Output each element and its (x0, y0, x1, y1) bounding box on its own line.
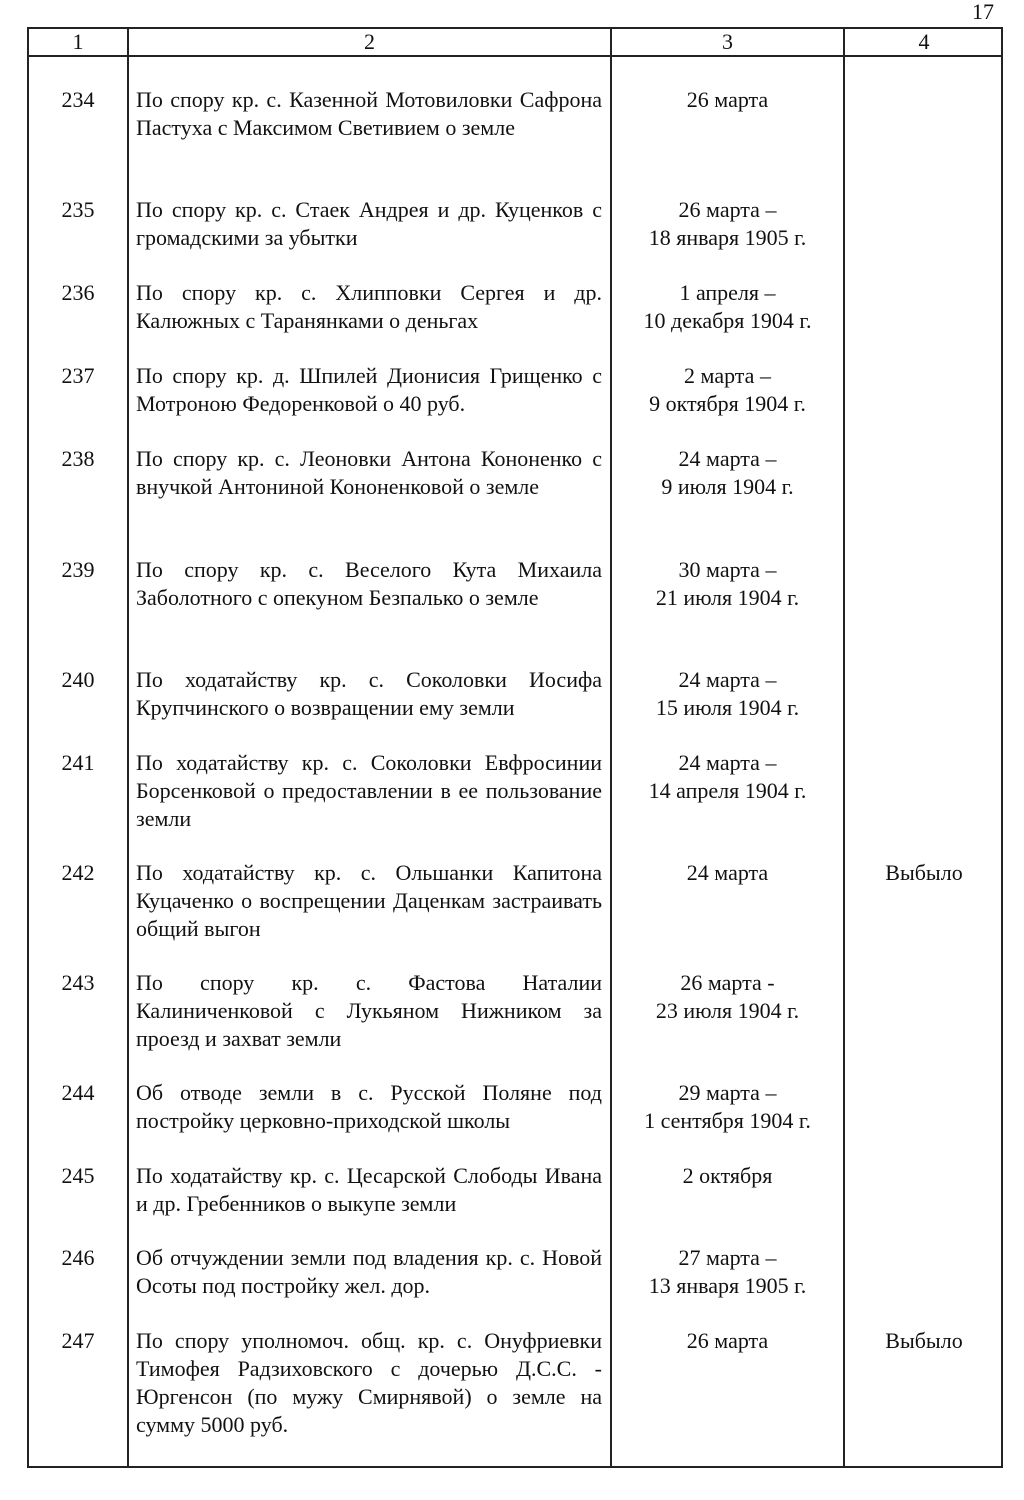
date-end: 13 января 1905 г. (648, 1273, 807, 1298)
case-description: По ходатайству кр. с. Соколовки Евфросинии Борсенковой о предоставлении в ее пользование земли (136, 750, 602, 831)
date-start: 2 октября (682, 1163, 773, 1188)
case-description: Об отводе земли в с. Русской Поляне под постройку церковно-приходской школы (136, 1080, 602, 1133)
case-dates (612, 1079, 843, 1135)
case-number: 234 (61, 87, 95, 112)
case-dates (612, 556, 843, 612)
date-start: 1 апреля – (679, 280, 776, 305)
case-number: 241 (61, 750, 95, 775)
case-dates (612, 969, 843, 1025)
case-dates (612, 1244, 843, 1300)
case-number: 246 (61, 1245, 95, 1270)
case-description: По спору кр. д. Шпилей Дионисия Грищенко с Мотроною Федоренковой о 40 руб. (136, 363, 602, 416)
case-number: 244 (61, 1080, 95, 1105)
case-dates (612, 749, 843, 805)
date-start: 29 марта – (678, 1080, 777, 1105)
case-dates (612, 1162, 843, 1190)
date-start: 24 марта – (678, 750, 777, 775)
case-description: По ходатайству кр. с. Цесарской Слободы Ивана и др. Гребенников о выкупе земли (136, 1163, 602, 1216)
column-header-notes: 4 (918, 29, 930, 54)
date-start: 26 марта - (680, 970, 775, 995)
date-end: 9 октября 1904 г. (649, 391, 806, 416)
date-end: 14 апреля 1904 г. (648, 778, 807, 803)
date-end: 10 декабря 1904 г. (643, 308, 812, 333)
date-start: 24 марта (686, 860, 769, 885)
date-end: 18 января 1905 г. (648, 225, 807, 250)
case-note: Выбыло (885, 860, 963, 885)
column-header-dates: 3 (722, 29, 733, 54)
column-header-number: 1 (72, 29, 84, 54)
case-note: Выбыло (885, 1328, 963, 1353)
page-number: 17 (972, 0, 994, 24)
date-end: 15 июля 1904 г. (655, 695, 800, 720)
case-description: По спору кр. с. Хлипповки Сергея и др. Калюжных с Таранянками о деньгах (136, 280, 602, 333)
case-dates (612, 362, 843, 418)
case-number: 239 (61, 557, 95, 582)
case-number: 240 (61, 667, 95, 692)
case-number: 238 (61, 446, 95, 471)
register-table (27, 27, 1003, 1468)
case-dates (612, 859, 843, 887)
case-description: По спору кр. с. Веселого Кута Михаила Заболотного с опекуном Безпалько о земле (136, 557, 602, 610)
date-start: 24 марта – (678, 446, 777, 471)
case-description: Об отчуждении земли под владения кр. с. Новой Осоты под постройку жел. дор. (136, 1245, 602, 1298)
case-number: 245 (61, 1163, 95, 1188)
case-description: По ходатайству кр. с. Ольшанки Капитона Куцаченко о воспрещении Даценкам застраивать общий выгон (136, 860, 602, 941)
column-divider (843, 29, 845, 1466)
date-end: 21 июля 1904 г. (655, 585, 800, 610)
case-number: 242 (61, 860, 95, 885)
case-dates (612, 666, 843, 722)
date-end: 23 июля 1904 г. (655, 998, 800, 1023)
case-number: 237 (61, 363, 95, 388)
case-description: По спору кр. с. Стаек Андрея и др. Куценков с громадскими за убытки (136, 197, 602, 250)
date-start: 26 марта (686, 87, 769, 112)
header-divider (29, 55, 1001, 57)
case-description: По ходатайству кр. с. Соколовки Иосифа Крупчинского о возвращении ему земли (136, 667, 602, 720)
case-description: По спору кр. с. Казенной Мотовиловки Сафрона Пастуха с Максимом Светивием о земле (136, 87, 602, 140)
date-start: 27 марта – (678, 1245, 777, 1270)
case-number: 236 (61, 280, 95, 305)
case-description: По спору кр. с. Леоновки Антона Кононенко с внучкой Антониной Кононенковой о земле (136, 446, 602, 499)
case-number: 235 (61, 197, 95, 222)
case-dates (612, 1327, 843, 1355)
case-description: По спору уполномоч. общ. кр. с. Онуфриевки Тимофея Радзиховского с дочерью Д.С.С. - Юргенсон (по мужу Смирнявой) о земле на сумму 5000 руб. (136, 1328, 602, 1437)
date-start: 2 марта – (684, 363, 771, 388)
date-start: 26 марта – (678, 197, 777, 222)
date-start: 24 марта – (678, 667, 777, 692)
date-end: 1 сентября 1904 г. (644, 1108, 811, 1133)
column-divider (127, 29, 129, 1466)
date-start: 26 марта (686, 1328, 769, 1353)
case-dates (612, 279, 843, 335)
case-number: 247 (61, 1328, 95, 1353)
column-header-case: 2 (364, 29, 375, 54)
case-dates (612, 86, 843, 114)
date-start: 30 марта – (678, 557, 777, 582)
case-number: 243 (61, 970, 95, 995)
case-dates (612, 445, 843, 501)
case-description: По спору кр. с. Фастова Наталии Калиниченковой с Лукьяном Нижником за проезд и захват земли (136, 970, 602, 1051)
case-dates (612, 196, 843, 252)
date-end: 9 июля 1904 г. (661, 474, 794, 499)
